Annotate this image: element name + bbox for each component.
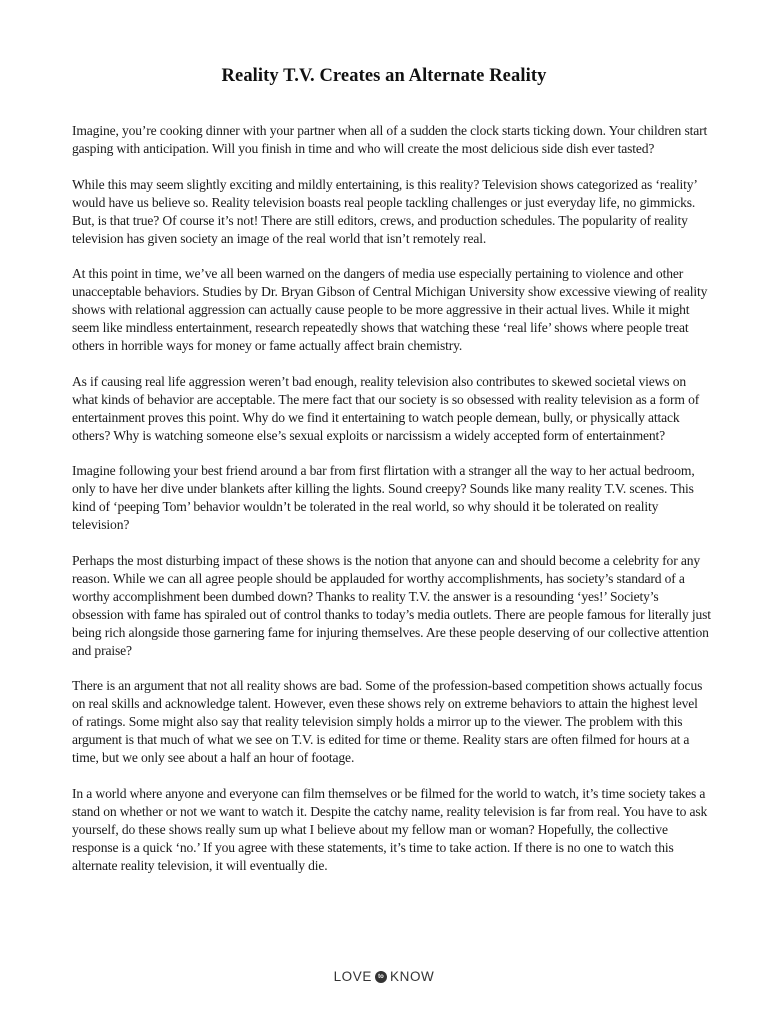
document-title: Reality T.V. Creates an Alternate Reality	[221, 66, 547, 86]
logo-text-know: KNOW	[390, 969, 435, 984]
footer	[0, 969, 768, 984]
lovetoknow-logo	[334, 969, 435, 984]
logo-text-love: LOVE	[333, 969, 372, 984]
paragraph-1: Imagine, you’re cooking dinner with your partner when all of a sudden the clock starts ticking down. Your children start gasping with anticipation. Will you finish in time and who will create the most delicious side dish ever tasted?	[72, 123, 708, 156]
document-body	[72, 122, 712, 892]
logo-badge-icon: to	[375, 971, 387, 983]
paragraph-4: As if causing real life aggression weren’t bad enough, reality television also contributes to skewed societal views on what kinds of behavior are acceptable. The mere fact that our society is so obsessed with reality television as a form of entertainment proves this point. Why do we find it entertaining to watch people demean, bully, or physically attack others? Why is watching someone else’s sexual exploits or narcissism a widely accepted form of entertainment?	[72, 373, 700, 443]
paragraph-7: There is an argument that not all reality shows are bad. Some of the profession-based competition shows actually focus on real skills and acknowledge talent. However, even these shows rely on extreme behaviors to attain the highest level of ratings. Some might also say that reality television simply holds a mirror up to the viewer. The problem with this argument is that much of what we see on T.V. is edited for time or theme. Reality stars are often filmed for hours at a time, but we only see about a half an hour of footage.	[72, 678, 703, 765]
paragraph-6: Perhaps the most disturbing impact of these shows is the notion that anyone can and should become a celebrity for any reason. While we can all agree people should be applauded for worthy accomplishments, has society’s standard of a worthy accomplishment been dumbed down? Thanks to reality T.V. the answer is a resounding ‘yes!’ Society’s obsession with fame has spiraled out of control thanks to today’s media outlets. There are people famous for literally just being rich alongside those garnering fame for injuring themselves. Are these people deserving of our collective attention and praise?	[72, 552, 711, 658]
paragraph-5: Imagine following your best friend around a bar from first flirtation with a stranger all the way to her actual bedroom, only to have her dive under blankets after killing the lights. Sound creepy? Sounds like many reality T.V. scenes. This kind of ‘peeping Tom’ behavior wouldn’t be tolerated in the real world, so why should it be tolerated on reality television?	[72, 463, 695, 532]
paragraph-8: In a world where anyone and everyone can film themselves or be filmed for the world to watch, it’s time society takes a stand on whether or not we want to watch it. Despite the catchy name, reality television is far from real. You have to ask yourself, do these shows really sum up what I believe about my fellow man or woman? Hopefully, the collective response is a quick ‘no.’ If you agree with these statements, it’s time to take action. If there is no one to watch this alternate reality television, it will eventually die.	[72, 785, 708, 873]
paragraph-2: While this may seem slightly exciting and mildly entertaining, is this reality? Television shows categorized as ‘reality’ would have us believe so. Reality television boasts real people tackling challenges or just everyday life, no gimmicks. But, is that true? Of course it’s not! There are still editors, crews, and production schedules. The popularity of reality television has given society an image of the real world that isn’t remotely real.	[72, 176, 697, 246]
paragraph-3: At this point in time, we’ve all been warned on the dangers of media use especially pertaining to violence and other unacceptable behaviors. Studies by Dr. Bryan Gibson of Central Michigan University show excessive viewing of reality shows with relational aggression can actually cause people to be more aggressive in their actual lives. While it might seem like mindless entertainment, research repeatedly shows that watching these ‘real life’ shows where people treat others in horrible ways for money or fame actually affect brain chemistry.	[72, 266, 708, 353]
